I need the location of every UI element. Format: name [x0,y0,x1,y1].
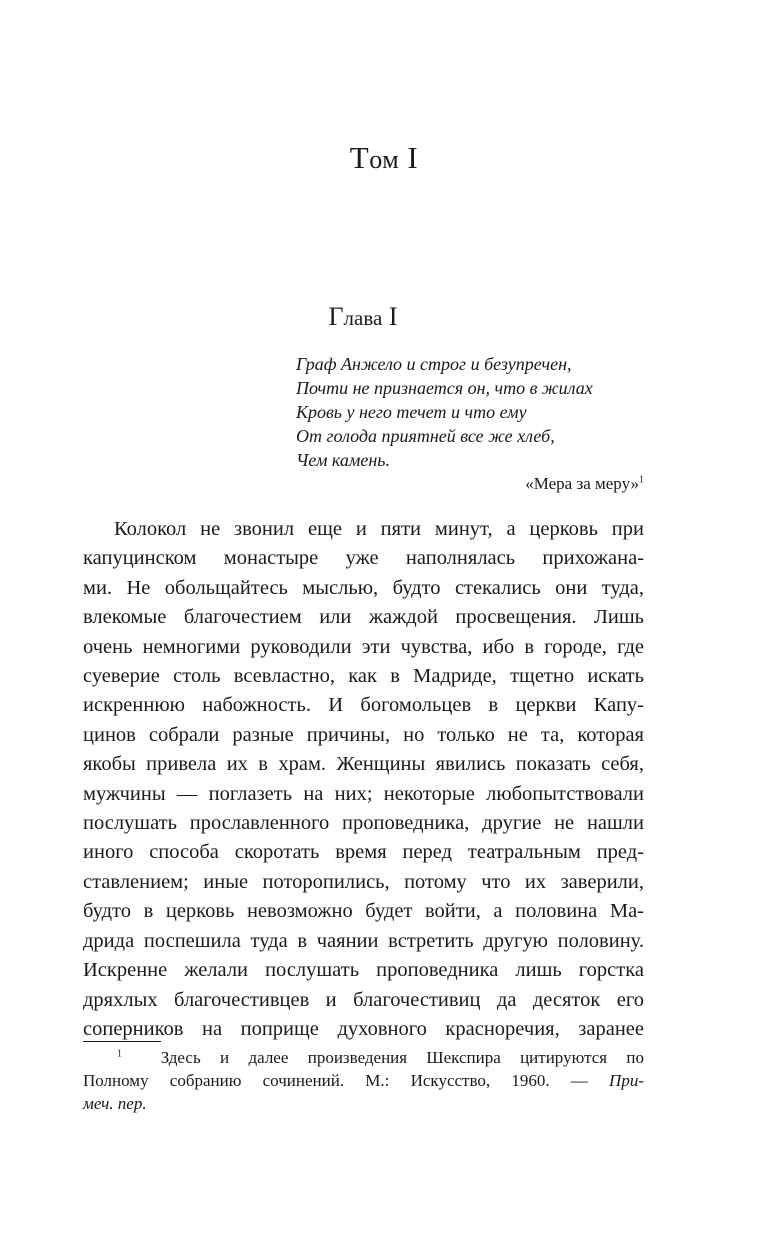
footnote-note-label: При- [609,1071,644,1090]
footnote-marker: 1 [117,1048,122,1060]
text-line: послушать прославленного проповедника, другие не нашли [83,812,644,835]
chapter-title-initial: Г [328,302,344,331]
text-line: якобы привела их в храм. Женщины явились показать себя, [83,753,644,776]
epigraph-line: От голода приятней все же хлеб, [296,426,555,446]
text-line: Искренне желали послушать проповедника лишь горстка [83,959,644,982]
footnote [83,1046,644,1115]
text-line: дрида поспешила туда в чаянии встретить другую половину. [83,929,644,952]
text-line: Колокол не звонил еще и пяти минут, а церковь при [114,518,644,540]
footnote-line: меч. пер. [83,1094,147,1113]
text-line: искреннюю набожность. И богомольцев в церкви Капу- [83,694,644,717]
text-line: иного способа скоротать время перед театральным пред- [83,841,644,864]
volume-title [0,140,768,176]
text-line: мужчины — поглазеть на них; некоторые любопытствовали [83,782,644,805]
volume-title-numeral: I [407,140,419,175]
epigraph-line: Почти не признается он, что в жилах [296,378,593,398]
body-text [83,515,644,1044]
text-line: капуцинском монастыре уже наполнялась прихожана- [83,547,644,570]
text-line: суеверие столь всевластно, как в Мадриде, тщетно искать [83,665,644,688]
volume-title-initial: Т [349,140,370,175]
epigraph-line: Кровь у него течет и что ему [296,402,527,422]
footnote-reference: 1 [639,474,644,486]
text-line: будто в церковь невозможно будет войти, а половина Ма- [83,900,644,923]
text-line: соперников на поприще духовного красноречия, заранее [83,1017,644,1040]
chapter-title [0,302,726,332]
epigraph-line: Чем камень. [296,450,390,470]
chapter-title-numeral: I [388,302,398,331]
footnote-text: Полному собранию сочинений. М.: Искусство, 1960. — [83,1071,610,1090]
text-line: очень немногими руководили эти чувства, ибо в городе, где [83,635,644,658]
footnote-line [83,1069,644,1092]
epigraph-source-title: «Мера за меру» [525,474,639,493]
volume-title-word: ом [369,145,400,174]
text-line: влекомые благочестием или жаждой просвещения. Лишь [83,606,644,629]
chapter-title-word: лава [343,306,383,330]
epigraph-line: Граф Анжело и строг и безупречен, [296,354,572,374]
text-line: ставлением; иные поторопились, потому что их заверили, [83,870,644,893]
footnote-line [83,1046,644,1069]
footnote-divider [83,1041,161,1042]
text-line: ми. Не обольщайтесь мыслью, будто стекались они туда, [83,576,644,599]
text-line: цинов собрали разные причины, но только не та, которая [83,723,644,746]
footnote-text: Здесь и далее произведения Шекспира цитируются по [160,1048,644,1067]
epigraph [296,352,646,472]
epigraph-source [525,474,644,494]
text-line: дряхлых благочестивцев и благочестивиц да десяток его [83,988,644,1011]
